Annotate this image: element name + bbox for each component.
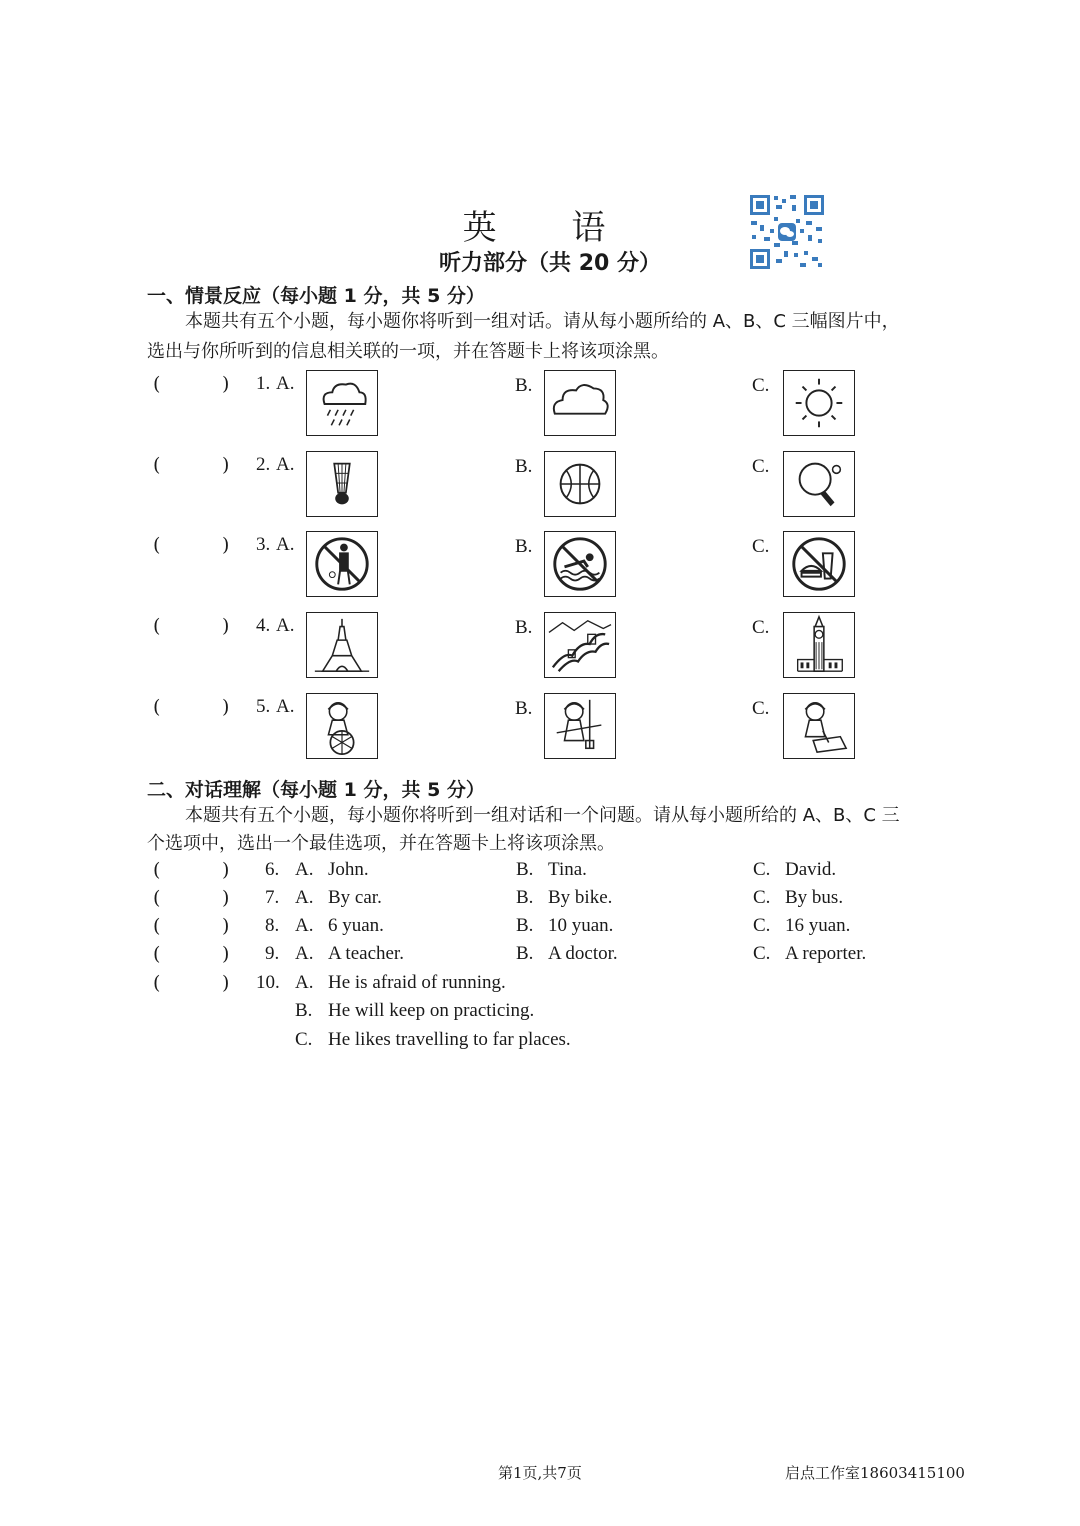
cloud-icon: [544, 370, 616, 436]
option-label: C.: [295, 1029, 313, 1050]
question-number: 4.: [256, 615, 271, 636]
option-text: By bike.: [548, 887, 613, 908]
option-text: He likes travelling to far places.: [328, 1029, 571, 1050]
answer-paren-open: (: [153, 943, 161, 965]
sun-icon-drawing: [784, 371, 854, 435]
option-text: John.: [328, 859, 369, 880]
answer-paren-close: ): [222, 859, 230, 881]
question-number: 2.: [256, 454, 271, 475]
girl-with-ball-icon: [306, 693, 378, 759]
option-label: C.: [752, 698, 770, 719]
option-text: A reporter.: [785, 943, 867, 964]
section-2-heading: 二、对话理解（每小题 1 分，共 5 分）: [147, 779, 485, 801]
shuttlecock-icon: [306, 451, 378, 517]
option-text: He is afraid of running.: [328, 972, 506, 993]
option-label: A.: [295, 887, 314, 908]
answer-paren-open: (: [153, 454, 161, 476]
rain-cloud-icon: [306, 370, 378, 436]
option-text: By car.: [328, 887, 382, 908]
girl-playing-erhu-icon-drawing: [545, 694, 615, 758]
shuttlecock-icon-drawing: [307, 452, 377, 516]
option-label: A.: [295, 915, 314, 936]
great-wall-icon: [544, 612, 616, 678]
option-label: C.: [752, 456, 770, 477]
studio-contact: 启点工作室18603415100: [785, 1464, 965, 1482]
question-number: 1.: [256, 373, 271, 394]
option-text: 16 yuan.: [785, 915, 851, 936]
sun-icon: [783, 370, 855, 436]
answer-paren-open: (: [153, 859, 161, 881]
question-number: 9.: [265, 943, 280, 964]
girl-drawing-icon-drawing: [784, 694, 854, 758]
option-label: B.: [515, 698, 533, 719]
option-label: C.: [753, 887, 771, 908]
page-title: 英 语: [462, 208, 638, 248]
option-label: C.: [753, 859, 771, 880]
question-number: 8.: [265, 915, 280, 936]
option-text: A teacher.: [328, 943, 404, 964]
no-littering-sign-icon-drawing: [307, 532, 377, 596]
question-number: 5.: [256, 696, 271, 717]
girl-with-ball-icon-drawing: [307, 694, 377, 758]
answer-paren-close: ): [222, 943, 230, 965]
answer-paren-close: ): [222, 615, 230, 637]
option-label: C.: [752, 536, 770, 557]
question-number: 3.: [256, 534, 271, 555]
option-label: B.: [516, 887, 534, 908]
option-label: B.: [515, 375, 533, 396]
option-label: C.: [753, 943, 771, 964]
basketball-icon: [544, 451, 616, 517]
section-1-heading: 一、情景反应（每小题 1 分，共 5 分）: [147, 285, 485, 307]
option-label: A.: [276, 534, 295, 555]
section-2-instruction: 本题共有五个小题，每小题你将听到一组对话和一个问题。请从每小题所给的 A、B、C 三: [185, 805, 900, 826]
ping-pong-paddle-icon: [783, 451, 855, 517]
option-text: Tina.: [548, 859, 587, 880]
option-label: B.: [515, 617, 533, 638]
ping-pong-paddle-icon-drawing: [784, 452, 854, 516]
option-label: A.: [276, 696, 295, 717]
option-label: B.: [516, 915, 534, 936]
cloud-icon-drawing: [545, 371, 615, 435]
question-number: 10.: [256, 972, 280, 993]
answer-paren-open: (: [153, 615, 161, 637]
no-food-sign-icon-drawing: [784, 532, 854, 596]
option-text: A doctor.: [548, 943, 618, 964]
section-1-instruction: 本题共有五个小题，每小题你将听到一组对话。请从每小题所给的 A、B、C 三幅图片中，: [185, 311, 900, 332]
answer-paren-close: ): [222, 454, 230, 476]
answer-paren-close: ): [222, 534, 230, 556]
no-littering-sign-icon: [306, 531, 378, 597]
page-number: 第1页,共7页: [498, 1464, 582, 1482]
option-text: David.: [785, 859, 837, 880]
option-text: 6 yuan.: [328, 915, 384, 936]
answer-paren-open: (: [153, 972, 161, 994]
qr-code-icon: [748, 193, 826, 271]
option-label: B.: [516, 859, 534, 880]
option-label: A.: [276, 373, 295, 394]
page-subtitle: 听力部分（共 20 分）: [439, 251, 661, 276]
rain-cloud-icon-drawing: [307, 371, 377, 435]
answer-paren-open: (: [153, 915, 161, 937]
answer-paren-close: ): [222, 972, 230, 994]
eiffel-tower-icon-drawing: [307, 613, 377, 677]
section-2-instruction-cont: 个选项中，选出一个最佳选项，并在答题卡上将该项涂黑。: [147, 833, 615, 854]
option-label: A.: [295, 972, 314, 993]
option-label: B.: [515, 456, 533, 477]
option-label: B.: [515, 536, 533, 557]
answer-paren-close: ): [222, 696, 230, 718]
option-label: A.: [295, 943, 314, 964]
option-text: 10 yuan.: [548, 915, 614, 936]
option-label: C.: [752, 617, 770, 638]
option-label: C.: [753, 915, 771, 936]
option-label: A.: [276, 454, 295, 475]
answer-paren-open: (: [153, 534, 161, 556]
option-label: A.: [276, 615, 295, 636]
no-swimming-sign-icon-drawing: [545, 532, 615, 596]
answer-paren-open: (: [153, 373, 161, 395]
answer-paren-open: (: [153, 696, 161, 718]
no-food-sign-icon: [783, 531, 855, 597]
girl-playing-erhu-icon: [544, 693, 616, 759]
girl-drawing-icon: [783, 693, 855, 759]
eiffel-tower-icon: [306, 612, 378, 678]
option-text: He will keep on practicing.: [328, 1000, 535, 1021]
no-swimming-sign-icon: [544, 531, 616, 597]
option-label: B.: [295, 1000, 313, 1021]
option-label: C.: [752, 375, 770, 396]
big-ben-icon-drawing: [784, 613, 854, 677]
great-wall-icon-drawing: [545, 613, 615, 677]
question-number: 7.: [265, 887, 280, 908]
option-label: B.: [516, 943, 534, 964]
question-number: 6.: [265, 859, 280, 880]
option-text: By bus.: [785, 887, 844, 908]
option-label: A.: [295, 859, 314, 880]
answer-paren-open: (: [153, 887, 161, 909]
big-ben-icon: [783, 612, 855, 678]
answer-paren-close: ): [222, 887, 230, 909]
basketball-icon-drawing: [545, 452, 615, 516]
answer-paren-close: ): [222, 915, 230, 937]
section-1-instruction-cont: 选出与你所听到的信息相关联的一项，并在答题卡上将该项涂黑。: [147, 341, 669, 362]
answer-paren-close: ): [222, 373, 230, 395]
